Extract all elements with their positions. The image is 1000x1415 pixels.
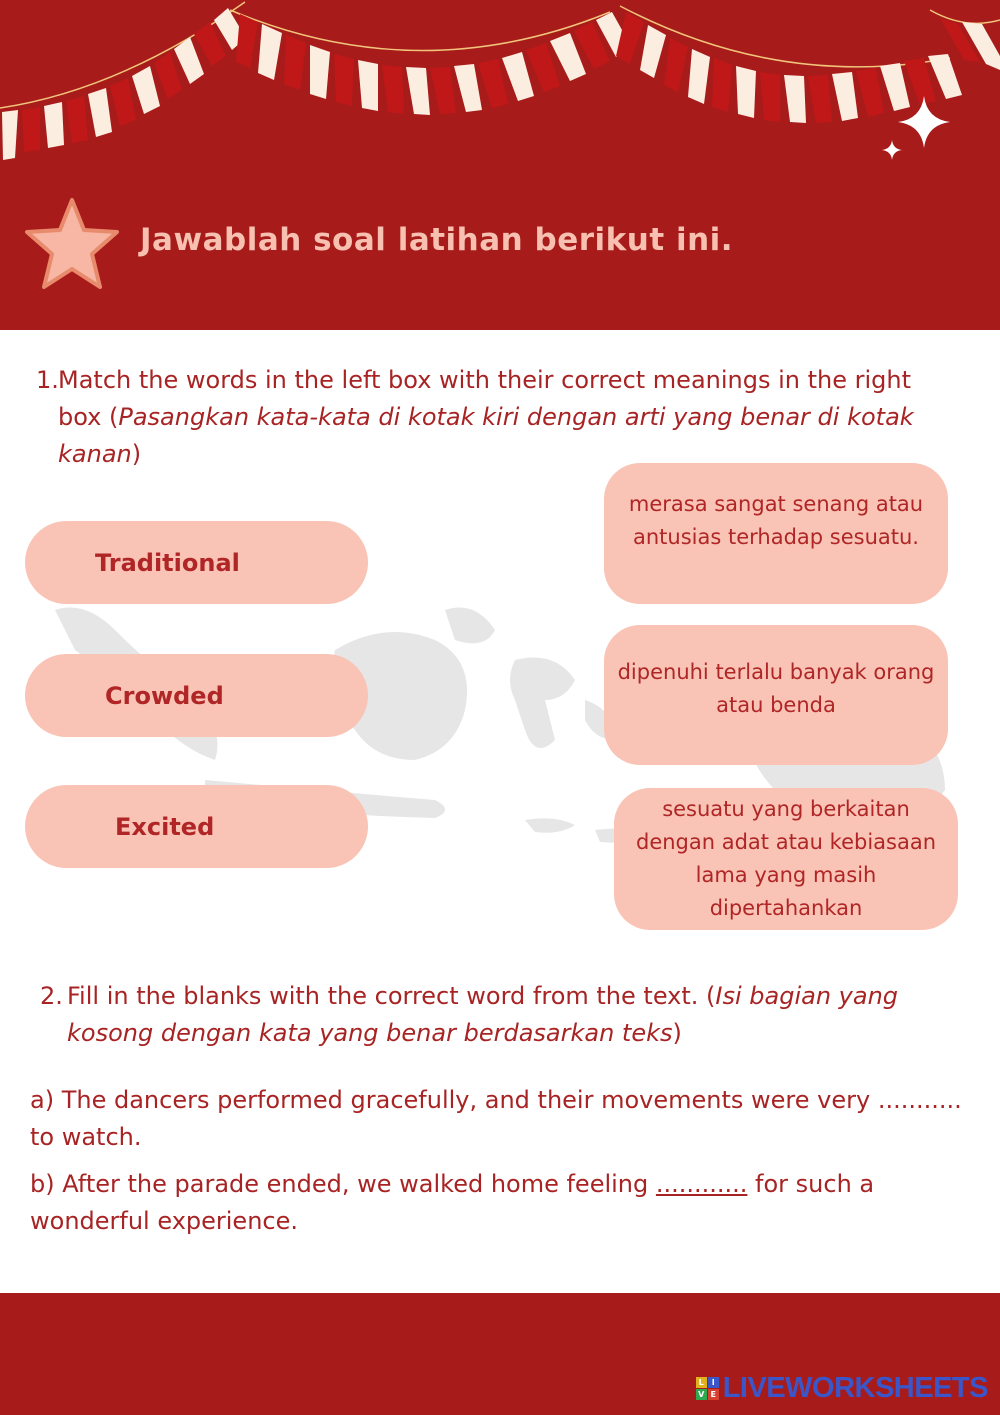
question-2-number: 2. (40, 982, 63, 1010)
small-sparkle-icon (882, 140, 902, 160)
blank-b-input[interactable]: ............ (655, 1170, 748, 1198)
word-box-traditional[interactable] (25, 521, 368, 604)
meaning-box-2[interactable] (604, 625, 948, 765)
question-2-close: ) (672, 1019, 682, 1047)
bunting-decoration (0, 0, 1000, 200)
sentence-a (30, 1082, 980, 1156)
sentence-a-before: a) The dancers performed gracefully, and their movements were very (30, 1086, 878, 1114)
sparkle-icon (898, 96, 950, 148)
question-2-translation: Isi bagian yang kosong dengan kata yang benar berdasarkan teks (67, 982, 899, 1047)
meaning-text: merasa sangat senang atau antusias terhadap sesuatu. (628, 491, 924, 549)
question-1-translation: Pasangkan kata-kata di kotak kiri dengan arti yang benar di kotak kanan (58, 403, 914, 468)
question-2 (40, 978, 940, 1052)
meaning-text: sesuatu yang berkaitan dengan adat atau kebiasaan lama yang masih dipertahankan (635, 797, 937, 920)
footer-banner (0, 1293, 1000, 1415)
word-box-crowded[interactable] (25, 654, 368, 737)
meaning-box-1[interactable] (604, 463, 948, 604)
question-1-number: 1. (36, 366, 59, 394)
question-1 (36, 362, 956, 473)
sentence-a-after: to watch. (30, 1123, 142, 1151)
page-title: Jawablah soal latihan berikut ini. (140, 222, 734, 258)
word-box-excited[interactable] (25, 785, 368, 868)
question-1-text: Match the words in the left box with their correct meanings in the right box ( (58, 366, 912, 431)
star-icon (22, 196, 122, 292)
question-1-close: ) (131, 440, 142, 468)
meaning-box-3[interactable] (614, 788, 958, 930)
header-banner (0, 0, 1000, 330)
liveworksheets-logo[interactable] (696, 1372, 988, 1405)
liveworksheets-logo-icon: L I V E (696, 1377, 719, 1400)
sentence-b-after: for such a wonderful experience. (30, 1170, 875, 1235)
meaning-text: dipenuhi terlalu banyak orang atau benda (617, 660, 935, 717)
sentence-b-before: b) After the parade ended, we walked home feeling (30, 1170, 656, 1198)
liveworksheets-brand: LIVEWORKSHEETS (722, 1372, 988, 1404)
word-label: Excited (115, 812, 215, 841)
blank-a-input[interactable]: ........... (877, 1086, 962, 1114)
word-label: Traditional (95, 548, 240, 577)
sentence-b (30, 1166, 980, 1240)
word-label: Crowded (105, 681, 224, 710)
question-2-text: Fill in the blanks with the correct word from the text. ( (67, 982, 716, 1010)
